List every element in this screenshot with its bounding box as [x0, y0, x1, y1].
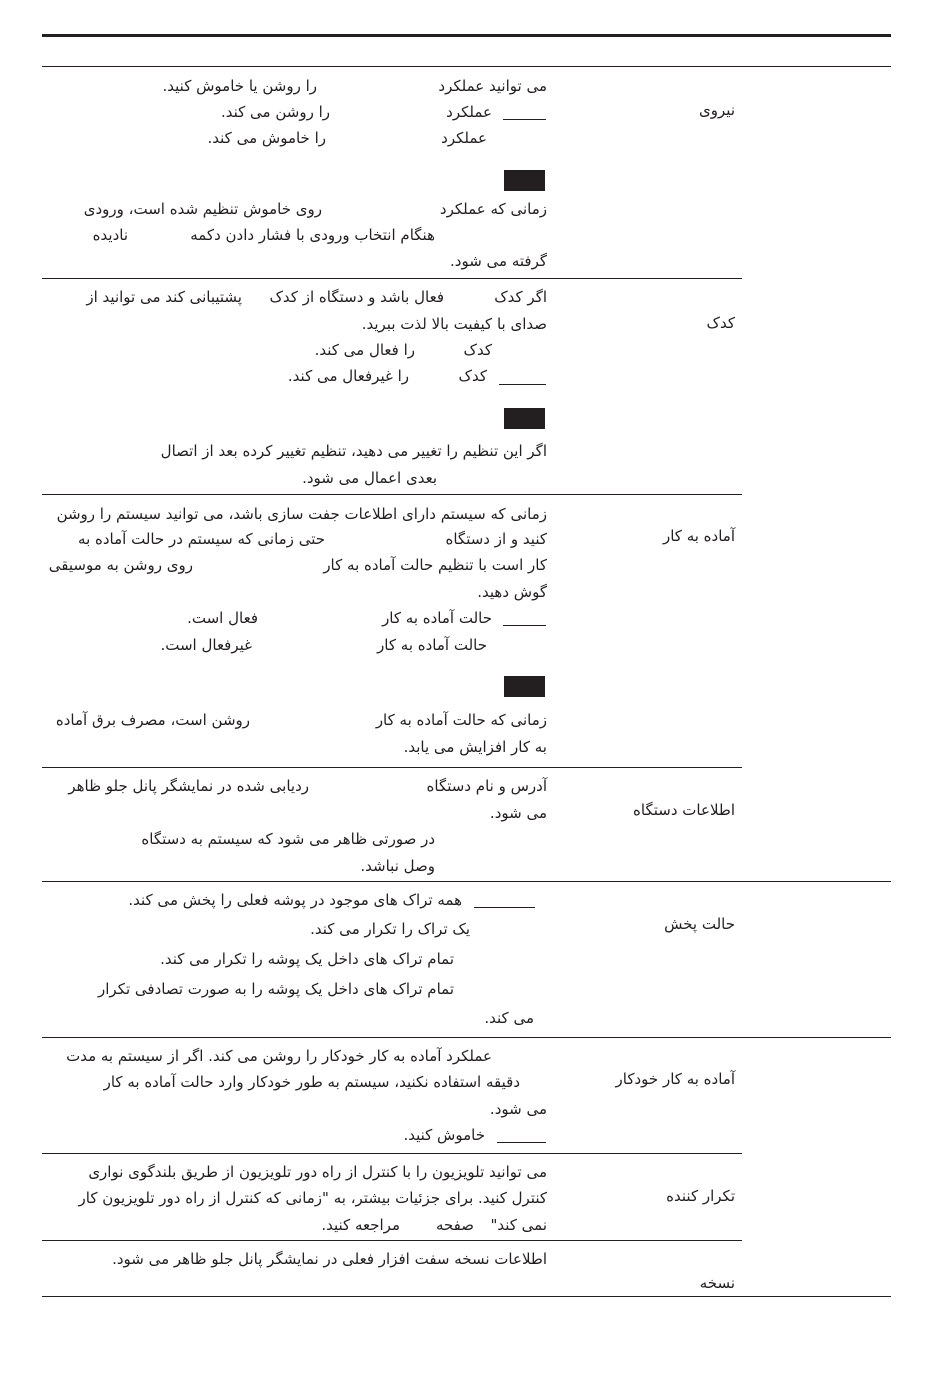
row-label: آماده به کار — [662, 527, 735, 545]
row-text: تمام تراک های داخل یک پوشه را تکرار می کند. — [160, 950, 454, 968]
row-text: فعال باشد و دستگاه از کدک — [269, 288, 444, 306]
row-text: عملکرد — [446, 103, 492, 121]
row-separator — [42, 881, 891, 882]
row-text: وصل نباشد. — [360, 857, 435, 875]
row-text: صدای با کیفیت بالا لذت ببرید. — [361, 315, 547, 333]
row-label: تکرار کننده — [666, 1187, 735, 1205]
row-text: را خاموش می کند. — [207, 129, 326, 147]
blank-line — [474, 907, 535, 908]
row-text: را روشن می کند. — [220, 103, 330, 121]
note-icon — [504, 676, 545, 697]
row-text: اطلاعات نسخه سفت افزار فعلی در نمایشگر پانل جلو ظاهر می شود. — [112, 1250, 547, 1268]
row-separator — [42, 1153, 742, 1154]
row-text: به کار افزایش می یابد. — [403, 738, 547, 756]
row-text: گرفته می شود. — [450, 252, 547, 270]
blank-line — [499, 384, 546, 385]
row-text: زمانی که حالت آماده به کار — [375, 711, 547, 729]
row-label: کدک — [706, 314, 735, 332]
row-separator — [42, 1037, 891, 1038]
note-icon — [504, 170, 545, 191]
row-text: هنگام انتخاب ورودی با فشار دادن دکمه — [190, 226, 435, 244]
row-text: آدرس و نام دستگاه — [426, 777, 547, 795]
row-label: حالت پخش — [664, 915, 735, 933]
row-text: می توانید عملکرد — [438, 77, 547, 95]
row-separator — [42, 494, 742, 495]
row-text: زمانی که سیستم دارای اطلاعات جفت سازی باشد، می توانید سیستم را روشن — [56, 505, 547, 523]
row-separator — [42, 767, 742, 768]
row-text: مراجعه کنید. — [321, 1216, 400, 1234]
row-text: کدک — [458, 367, 487, 385]
row-label: اطلاعات دستگاه — [633, 801, 735, 819]
note-icon — [504, 408, 545, 429]
row-text: نادیده — [92, 226, 128, 244]
row-text: یک تراک را تکرار می کند. — [310, 920, 470, 938]
row-text: گوش دهید. — [477, 583, 547, 601]
row-text: می شود. — [489, 1100, 547, 1118]
top-rule — [42, 34, 891, 37]
row-text: اگر این تنظیم را تغییر می دهید، تنظیم تغییر کرده بعد از اتصال — [160, 442, 547, 460]
row-text: تمام تراک های داخل یک پوشه را به صورت تصادفی تکرار — [98, 980, 454, 998]
row-text: روی خاموش تنظیم شده است، ورودی — [83, 200, 322, 218]
row-text: کنترل کنید. برای جزئیات بیشتر، به "زمانی که کنترل از راه دور تلویزیون کار — [78, 1189, 547, 1207]
row-text: عملکرد آماده به کار خودکار را روشن می کند. اگر از سیستم به مدت — [66, 1047, 492, 1065]
row-text: حالت آماده به کار — [377, 636, 487, 654]
row-separator — [42, 1240, 742, 1241]
row-text: عملکرد — [441, 129, 487, 147]
row-text: کار است با تنظیم حالت آماده به کار — [323, 556, 547, 574]
row-text: روی روشن به موسیقی — [48, 556, 193, 574]
row-text: ردیابی شده در نمایشگر پانل جلو ظاهر — [68, 777, 309, 795]
row-text: کدک — [463, 341, 492, 359]
row-separator — [42, 1296, 891, 1297]
row-text: حتی زمانی که سیستم در حالت آماده به — [78, 530, 325, 548]
blank-line — [503, 119, 546, 120]
row-text: روشن است، مصرف برق آماده — [55, 711, 250, 729]
row-label: نسخه — [699, 1274, 735, 1292]
blank-line — [497, 1142, 546, 1143]
row-text: همه تراک های موجود در پوشه فعلی را پخش می کند. — [128, 891, 462, 909]
row-label: نیروی — [699, 101, 735, 119]
row-text: را غیرفعال می کند. — [287, 367, 409, 385]
row-separator — [42, 278, 742, 279]
row-text: پشتیبانی کند می توانید از — [86, 288, 242, 306]
row-text: در صورتی ظاهر می شود که سیستم به دستگاه — [141, 830, 435, 848]
blank-line — [503, 625, 546, 626]
row-text: صفحه — [435, 1216, 474, 1234]
row-text: را روشن یا خاموش کنید. — [162, 77, 317, 95]
row-text: می توانید تلویزیون را با کنترل از راه دور تلویزیون از طریق بلندگوی نواری — [88, 1163, 547, 1181]
row-text: بعدی اعمال می شود. — [302, 469, 437, 487]
row-text: خاموش کنید. — [403, 1126, 485, 1144]
row-separator — [42, 66, 891, 67]
row-text: دقیقه استفاده نکنید، سیستم به طور خودکار وارد حالت آماده به کار — [103, 1073, 520, 1091]
row-text: را فعال می کند. — [314, 341, 415, 359]
row-text: کنید و از دستگاه — [445, 530, 547, 548]
row-label: آماده به کار خودکار — [615, 1070, 735, 1088]
row-text: زمانی که عملکرد — [439, 200, 547, 218]
row-text: می کند. — [484, 1009, 534, 1027]
row-text: غیرفعال است. — [160, 636, 252, 654]
row-text: حالت آماده به کار — [382, 609, 492, 627]
row-text: می شود. — [489, 804, 547, 822]
row-text: اگر کدک — [494, 288, 547, 306]
row-text: فعال است. — [187, 609, 258, 627]
row-text: نمی کند" — [490, 1216, 547, 1234]
